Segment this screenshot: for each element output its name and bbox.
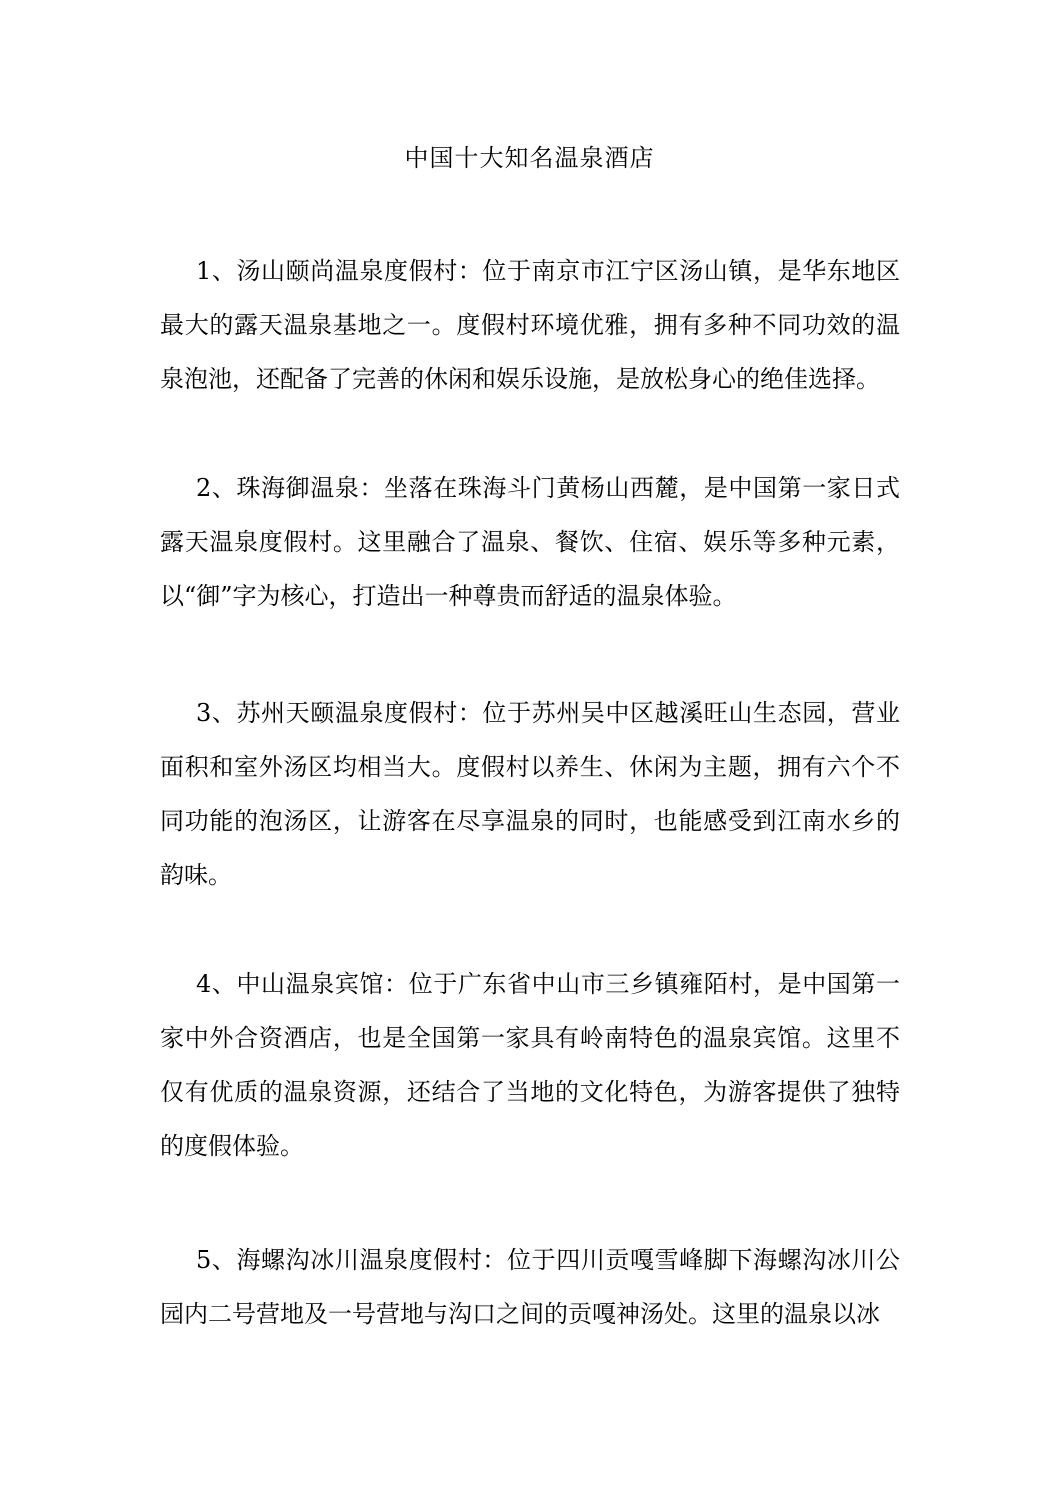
paragraph-3: 3、苏州天颐温泉度假村：位于苏州吴中区越溪旺山生态园，营业面积和室外汤区均相当大。度假村以养生、休闲为主题，拥有六个不同功能的泡汤区，让游客在尽享温泉的同时，也能感受到江南水乡的韵味。 <box>160 699 900 889</box>
page-title: 中国十大知名温泉酒店 <box>404 144 655 172</box>
paragraph-2: 2、珠海御温泉：坐落在珠海斗门黄杨山西麓，是中国第一家日式露天温泉度假村。这里融合了温泉、餐饮、住宿、娱乐等多种元素，以“御”字为核心，打造出一种尊贵而舒适的温泉体验。 <box>160 474 900 610</box>
paragraph-1: 1、汤山颐尚温泉度假村：位于南京市江宁区汤山镇，是华东地区最大的露天温泉基地之一。度假村环境优雅，拥有多种不同功效的温泉泡池，还配备了完善的休闲和娱乐设施，是放松身心的绝佳选择。 <box>160 257 900 393</box>
paragraph-5: 5、海螺沟冰川温泉度假村：位于四川贡嘎雪峰脚下海螺沟冰川公园内二号营地及一号营地与沟口之间的贡嘎神汤处。这里的温泉以冰 <box>160 1246 900 1328</box>
paragraph-4: 4、中山温泉宾馆：位于广东省中山市三乡镇雍陌村，是中国第一家中外合资酒店，也是全国第一家具有岭南特色的温泉宾馆。这里不仅有优质的温泉资源，还结合了当地的文化特色，为游客提供了独特的度假体验。 <box>160 970 900 1160</box>
